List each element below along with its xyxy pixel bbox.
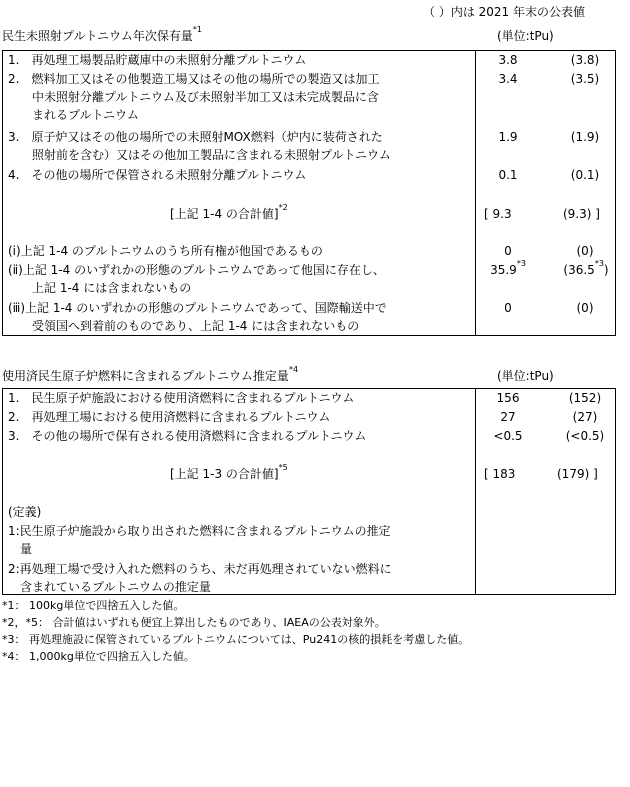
- s1-sub1-prev: (0): [576, 244, 594, 258]
- section1-unit: (単位:tPu): [497, 29, 554, 43]
- s2-total-label: [170, 465, 288, 483]
- definition-1-line2: 量: [8, 542, 33, 556]
- s1-item2-prev: (3.5): [570, 72, 600, 86]
- section2-title-text: 使用済民生原子炉燃料に含まれるプルトニウム推定量: [2, 369, 289, 383]
- s1-sub2-line1: (ⅱ)上記 1-4 のいずれかの形態のプルトニウムであって他国に存在し、: [8, 263, 385, 277]
- s2-item3: 3. その他の場所で保有される使用済燃料に含まれるプルトニウム: [8, 429, 367, 443]
- s1-sub2-prev-text: (36.5: [563, 263, 595, 277]
- s2-item2-prev: (27): [572, 410, 598, 424]
- s1-item1-value: 3.8: [498, 53, 518, 67]
- s1-sub2-value-text: 35.9: [490, 263, 517, 277]
- s1-item4-line1: 4. その他の場所で保管される未照射分離プルトニウム: [8, 168, 307, 182]
- s2-total-prev: (179) ]: [557, 467, 598, 481]
- section2-title: [2, 367, 298, 385]
- year-note: （ ）内は 2021 年末の公表値: [423, 5, 585, 19]
- definition-2-line1: 2:再処理工場で受け入れた燃料のうち、未だ再処理されていない燃料に: [8, 562, 392, 576]
- s1-item2-value: 3.4: [498, 72, 518, 86]
- s1-item1-prev: (3.8): [570, 53, 600, 67]
- definition-1: [8, 522, 391, 558]
- s2-item1-prev: (152): [568, 391, 602, 405]
- s1-item3: [8, 128, 391, 164]
- s1-sub3-value: 0: [504, 301, 512, 315]
- s1-item3-line2: 照射前を含む）又はその他加工製品に含まれる未照射プルトニウム: [8, 148, 391, 162]
- s1-total-prev: (9.3) ]: [563, 207, 600, 221]
- s1-sub1-value: 0: [504, 244, 512, 258]
- s1-sub3: [8, 299, 387, 335]
- section1-divider: [475, 50, 476, 336]
- s1-item4-prev: (0.1): [570, 168, 600, 182]
- section1-title-text: 民生未照射プルトニウム年次保有量: [2, 29, 193, 43]
- s1-item1: [8, 51, 306, 69]
- s2-item1: 1. 民生原子炉施設における使用済燃料に含まれるプルトニウム: [8, 391, 355, 405]
- definition-1-line1: 1:民生原子炉施設から取り出された燃料に含まれるプルトニウムの推定: [8, 524, 391, 538]
- s1-sub1: [8, 242, 323, 260]
- s1-sub3-line2: 受領国へ到着前のものであり、上記 1-4 には含まれないもの: [8, 319, 360, 333]
- s2-item2-value: 27: [500, 410, 516, 424]
- s1-item2-line3: まれるプルトニウム: [8, 108, 139, 122]
- s1-sub2-prev: [556, 261, 616, 279]
- section2-divider: [475, 388, 476, 595]
- s1-item3-line1: 3. 原子炉又はその他の場所での未照射MOX燃料（炉内に装荷された: [8, 130, 383, 144]
- s1-sub2-line2: 上記 1-4 には含まれないもの: [8, 281, 192, 295]
- s1-item2: [8, 70, 379, 124]
- s1-item4-value: 0.1: [498, 168, 518, 182]
- s1-sub2-value-footnote-marker: *3: [516, 259, 526, 268]
- s1-item3-prev: (1.9): [570, 130, 600, 144]
- footnote-4: *4： 1,000kg単位で四捨五入した値。: [2, 650, 195, 663]
- s2-item3-value: <0.5: [493, 429, 523, 443]
- s1-sub2-prev-close: ): [603, 263, 609, 277]
- definition-2-line2: 含まれているプルトニウムの推定量: [8, 580, 211, 594]
- s1-sub3-prev: (0): [576, 301, 594, 315]
- s2-item2: 2. 再処理工場における使用済燃料に含まれるプルトニウム: [8, 410, 331, 424]
- s2-total-value: [ 183: [484, 467, 516, 481]
- definition-2: [8, 560, 392, 596]
- s2-total-footnote-marker: *5: [278, 463, 288, 472]
- section2-title-footnote-marker: *4: [288, 365, 299, 374]
- footnote-1: *1： 100kg単位で四捨五入した値。: [2, 599, 185, 612]
- s1-total-label: [170, 205, 288, 223]
- s1-sub1-line1: (ⅰ)上記 1-4 のプルトニウムのうち所有権が他国であるもの: [8, 244, 323, 258]
- section1-title-footnote-marker: *1: [192, 25, 203, 34]
- s1-total-value: [ 9.3: [484, 207, 512, 221]
- definition-title: (定義): [8, 505, 42, 519]
- s1-total-footnote-marker: *2: [278, 203, 288, 212]
- s1-item4: [8, 166, 306, 184]
- s2-item1-value: 156: [496, 391, 520, 405]
- footnote-3: *3： 再処理施設に保管されているプルトニウムについては、Pu241の核的損耗を考慮した値。: [2, 633, 470, 646]
- s1-total-label-text: [上記 1-4 の合計値]: [170, 207, 279, 221]
- s1-item2-line2: 中未照射分離プルトニウム及び未照射半加工又は未完成製品に含: [8, 90, 379, 104]
- s2-total-label-text: [上記 1-3 の合計値]: [170, 467, 279, 481]
- footnote-2: *2，*5： 合計値はいずれも便宜上算出したものであり、IAEAの公表対象外。: [2, 616, 386, 629]
- s2-item3-prev: (<0.5): [565, 429, 605, 443]
- s1-item1-line1: 1. 再処理工場製品貯蔵庫中の未照射分離プルトニウム: [8, 53, 307, 67]
- s1-sub2-prev-footnote-marker: *3: [594, 259, 604, 268]
- section2-unit: (単位:tPu): [497, 369, 554, 383]
- s1-sub3-line1: (ⅲ)上記 1-4 のいずれかの形態のプルトニウムであって、国際輸送中で: [8, 301, 387, 315]
- s1-sub2: [8, 261, 385, 297]
- s1-item2-line1: 2. 燃料加工又はその他製造工場又はその他の場所での製造又は加工: [8, 72, 380, 86]
- s1-sub2-value: [478, 261, 538, 279]
- s1-item3-value: 1.9: [498, 130, 518, 144]
- section1-title: [2, 27, 202, 45]
